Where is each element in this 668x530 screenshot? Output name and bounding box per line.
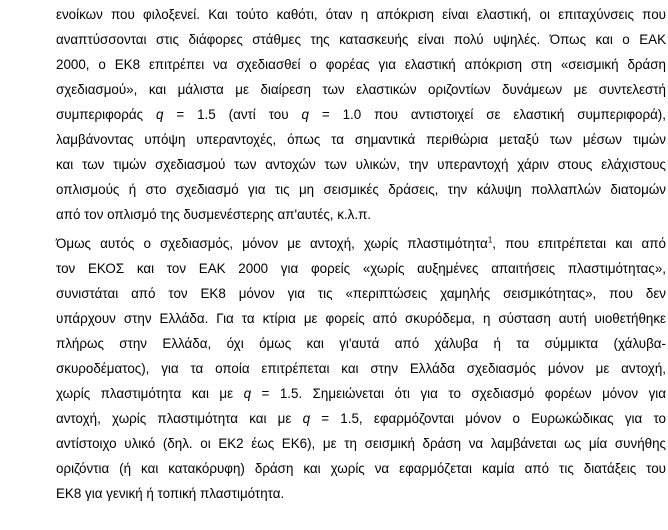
text-line-19: οριζόντια (ή και κατακόρυφη) δράση και χωρίς να εφαρμόζεται καμία από τις διατάξεις του [56,461,666,476]
text-line-5-pre: συμπεριφοράς [56,107,156,122]
text-line-4: σχεδιασμού», και μάλιστα με διαίρεση των ελαστικών οριζοντίων δυνάμεων με συντελεστή [56,82,666,97]
text-line-16-pre: χωρίς πλαστιμότητα και με [56,386,244,401]
text-line-13: υπάρχουν στην Ελλάδα. Για τα κτίρια με φορείς από σκυρόδεμα, η σύσταση αυτή υιοθετήθηκε [56,311,666,326]
text-line-2: αναπτύσσονται στις διάφορες στάθμες της κατασκευής είναι πολύ υψηλές. Όπως και ο ΕΑΚ [56,32,666,47]
text-line-8: οπλισμούς ή στο σχεδιασμό για τις μη σεισμικές δράσεις, την κάλυψη πολλαπλών διατομών [56,182,666,197]
footnote-marker: 1 [487,235,493,245]
text-line-10-pre: Όμως αυτός ο σχεδιασμός, μόνον με αντοχή, χωρίς πλαστιμότητα [56,236,488,251]
text-line-20: ΕΚ8 για γενική ή τοπική πλαστιμότητα. [56,486,285,501]
text-line-10-post: , που επιτρέπεται και από [492,236,666,251]
text-line-18: αντίστοιχο υλικό (δηλ. οι ΕΚ2 έως ΕΚ6), με τη σεισμική δράση να λαμβάνεται ως μία συνήθης [56,436,666,451]
text-line-16 [56,386,666,402]
variable-q: q [243,386,252,401]
text-line-12: συνιστάται από τον ΕΚ8 μόνον για τις «περιπτώσεις χαμηλής σεισμικότητας», που δεν [56,286,666,301]
text-line-6: λαμβάνοντας υπόψη υπεραντοχές, όπως τα σημαντικά περιθώρια μεταξύ των μέσων τιμών [56,132,666,147]
text-line-17 [56,411,666,427]
text-line-17-pre: αντοχή, χωρίς πλαστιμότητα και με [56,411,303,426]
text-line-15: σκυροδέματος), για τα οποία επιτρέπεται και στην Ελλάδα σχεδιασμός μόνον με αντοχή, [56,361,666,376]
variable-q: q [302,411,311,426]
text-line-10 [56,236,666,252]
text-line-5-post: = 1.0 που αντιστοιχεί σε ελαστική συμπεριφορά), [308,107,666,122]
variable-q: q [155,107,164,122]
text-line-11: τον ΕΚΟΣ και τον ΕΑΚ 2000 για φορείς «χωρίς αυξημένες απαιτήσεις πλαστιμότητας», [56,261,666,276]
text-line-5-mid: = 1.5 (αντί του [163,107,302,122]
text-line-3: 2000, ο ΕΚ8 επιτρέπει να σχεδιασθεί ο φορέας για ελαστική απόκριση στη «σεισμική δράση [56,57,666,72]
text-line-14: πλήρως στην Ελλάδα, όχι όμως και γι'αυτά από χάλυβα ή τα σύμμικτα (χάλυβα- [56,336,666,351]
text-line-7: και των τιμών σχεδιασμού των αντοχών των υλικών, την υπεραντοχή χάριν στους ελάχιστους [56,157,666,172]
text-line-9: από τον οπλισμό της δυσμενέστερης απ'αυτές, κ.λ.π. [56,207,372,222]
text-line-1: ενοίκων που φιλοξενεί. Και τούτο καθότι, όταν η απόκριση είναι ελαστική, οι επιταχύνσεις που [56,7,666,22]
text-line-17-post: = 1.5, εφαρμόζονται μόνον ο Ευρωκώδικας για το [310,411,666,426]
text-line-5 [56,107,666,123]
text-line-16-post: = 1.5. Σημειώνεται ότι για το σχεδιασμό φορέων μόνον για [251,386,666,401]
variable-q: q [301,107,309,122]
